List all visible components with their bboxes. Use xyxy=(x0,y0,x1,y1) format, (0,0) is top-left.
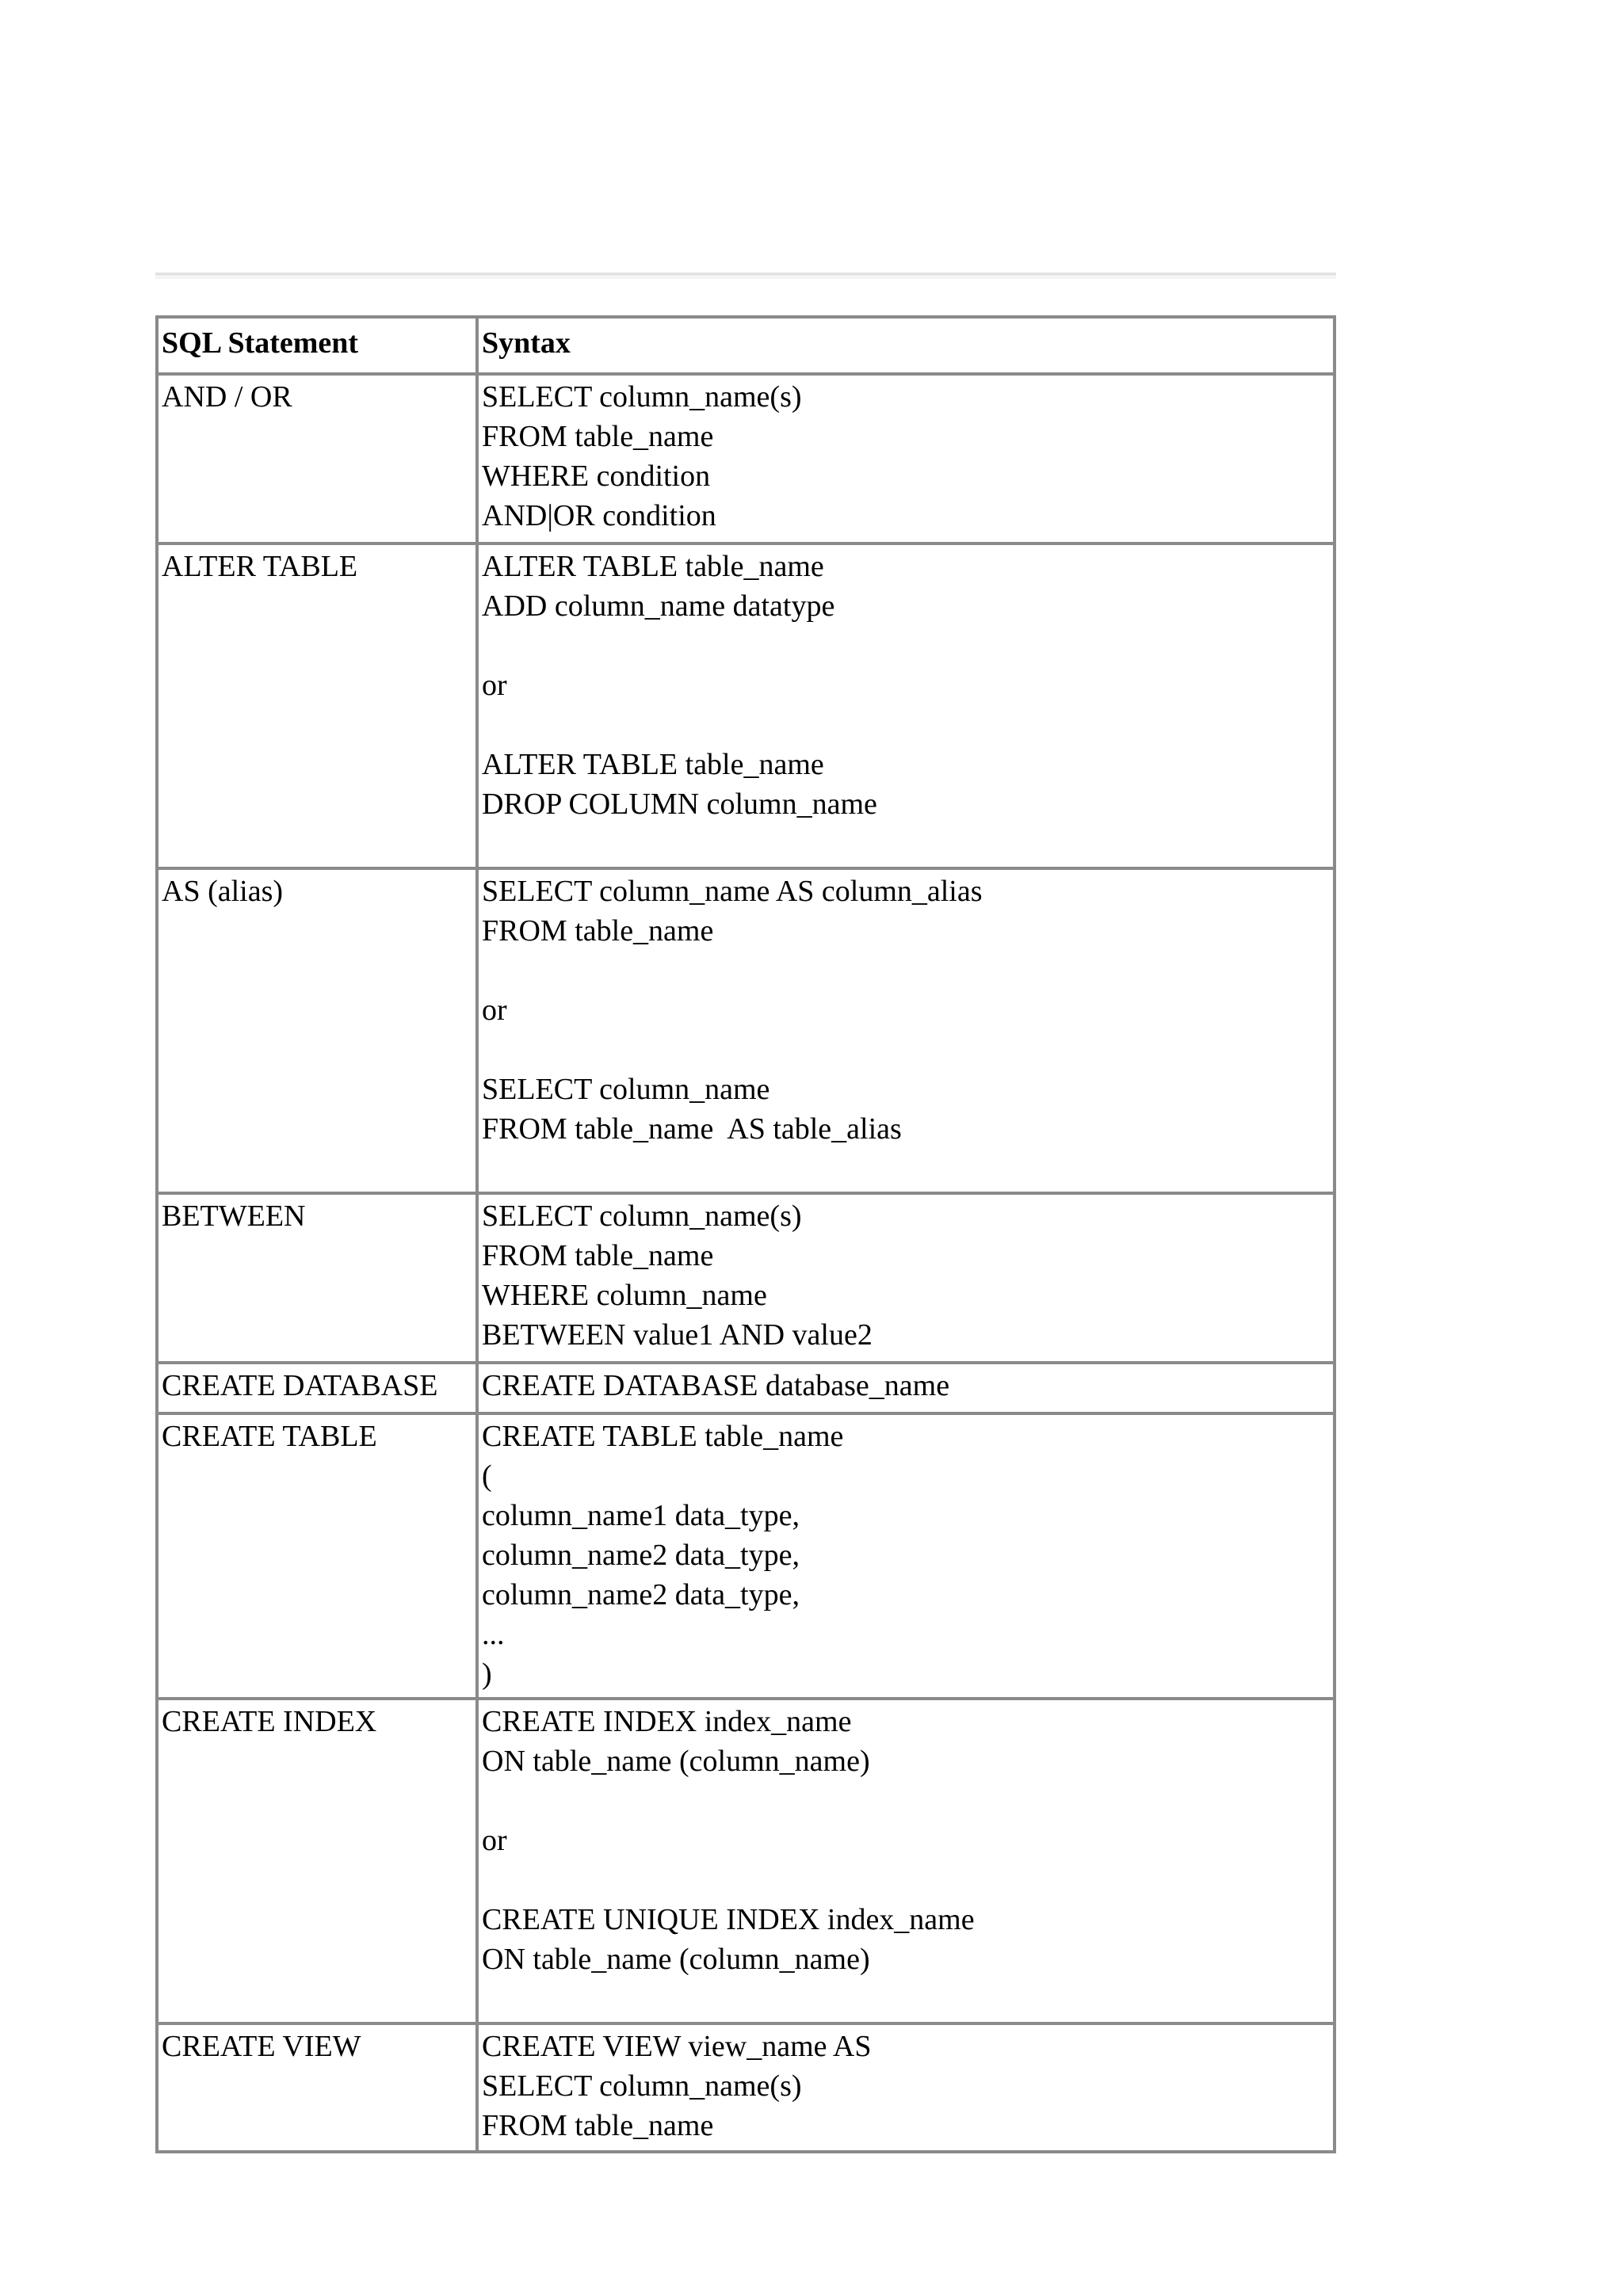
syntax-cell: SELECT column_name(s) FROM table_name WHERE column_name BETWEEN value1 AND value2 xyxy=(477,1193,1335,1363)
table-header-row xyxy=(157,317,1335,374)
statement-cell: AS (alias) xyxy=(157,868,477,1193)
syntax-cell: SELECT column_name(s) FROM table_name WHERE condition AND|OR condition xyxy=(477,374,1335,543)
statement-cell: CREATE INDEX xyxy=(157,1699,477,2023)
statement-cell: CREATE DATABASE xyxy=(157,1363,477,1413)
statement-cell: CREATE VIEW xyxy=(157,2023,477,2152)
statement-cell: CREATE TABLE xyxy=(157,1413,477,1699)
header-syntax: Syntax xyxy=(477,317,1335,374)
table-row xyxy=(157,868,1335,1193)
header-sql-statement: SQL Statement xyxy=(157,317,477,374)
table-row xyxy=(157,1193,1335,1363)
syntax-cell: CREATE TABLE table_name ( column_name1 data_type, column_name2 data_type, column_name2 data_type, ... ) xyxy=(477,1413,1335,1699)
table-row xyxy=(157,1699,1335,2023)
syntax-cell: CREATE VIEW view_name AS SELECT column_name(s) FROM table_name xyxy=(477,2023,1335,2152)
syntax-cell: CREATE INDEX index_name ON table_name (column_name) or CREATE UNIQUE INDEX index_name ON table_name (column_name) xyxy=(477,1699,1335,2023)
table-row xyxy=(157,374,1335,543)
table-row xyxy=(157,1413,1335,1699)
sql-syntax-table xyxy=(155,315,1336,2153)
table-row xyxy=(157,543,1335,868)
syntax-cell: CREATE DATABASE database_name xyxy=(477,1363,1335,1413)
statement-cell: ALTER TABLE xyxy=(157,543,477,868)
statement-cell: AND / OR xyxy=(157,374,477,543)
syntax-cell: ALTER TABLE table_name ADD column_name datatype or ALTER TABLE table_name DROP COLUMN column_name xyxy=(477,543,1335,868)
table-row xyxy=(157,1363,1335,1413)
horizontal-rule xyxy=(155,273,1336,279)
statement-cell: BETWEEN xyxy=(157,1193,477,1363)
table-row xyxy=(157,2023,1335,2152)
syntax-cell: SELECT column_name AS column_alias FROM table_name or SELECT column_name FROM table_name AS table_alias xyxy=(477,868,1335,1193)
